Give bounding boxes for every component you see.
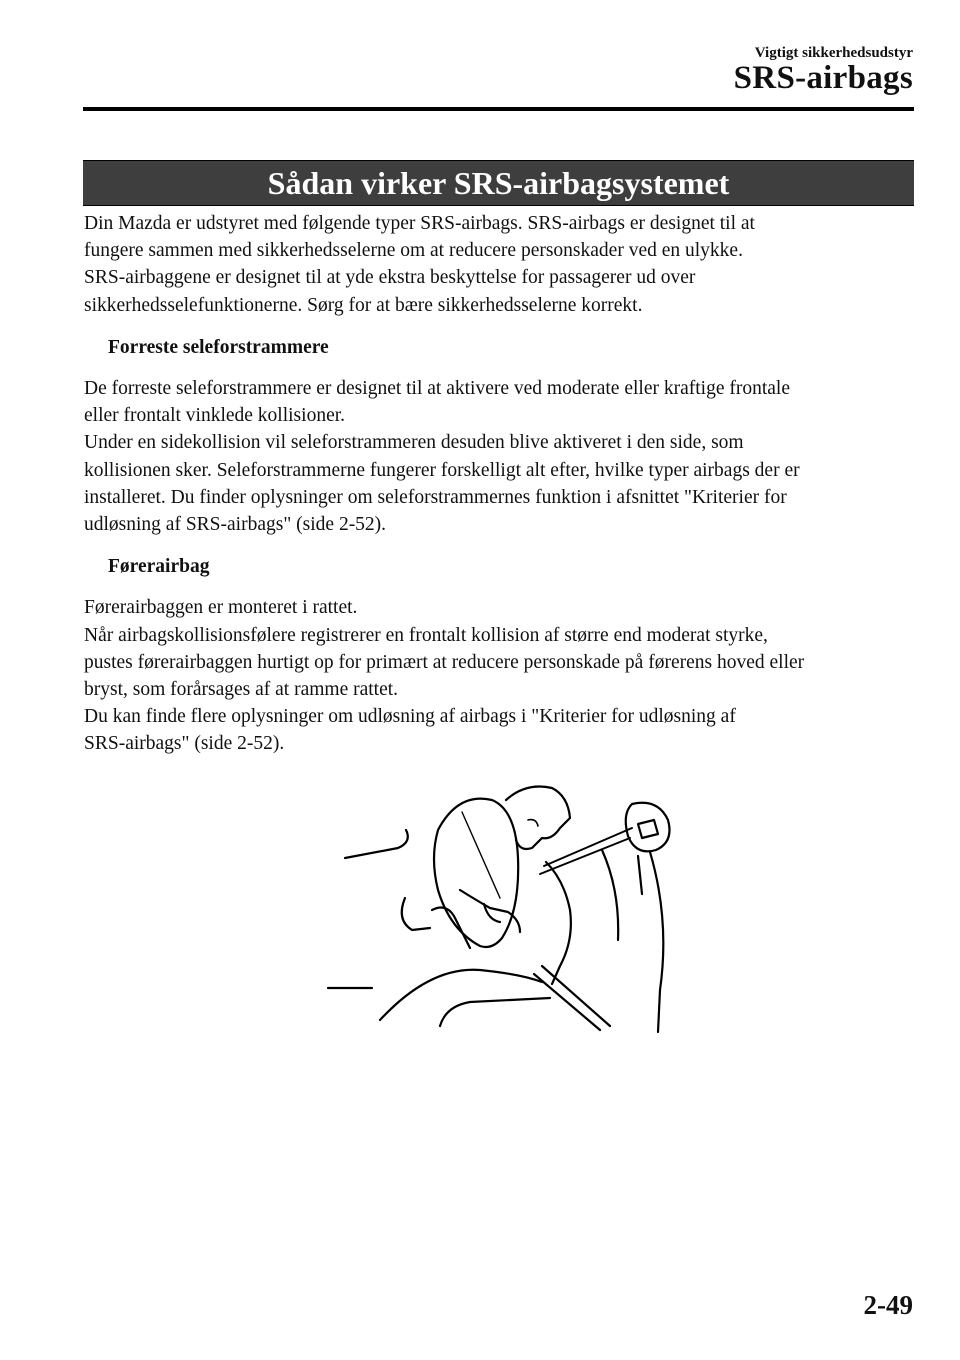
pretensioner-line: eller frontalt vinklede kollisioner. [84,405,346,427]
intro-line: Din Mazda er udstyret med følgende typer SRS-airbags. SRS-airbags er designet til at [84,213,755,234]
driver-back [602,850,618,940]
body-text [84,210,914,758]
page-title: SRS-airbags [733,60,913,96]
seatbelt-lower [540,838,630,874]
pretensioner-line: De forreste seleforstrammere er designet til at aktivere ved moderate eller kraftige frontale [84,378,790,400]
driver-airbag-illustration [320,770,700,1040]
section-title: Sådan virker SRS-airbagsystemet [267,164,730,201]
subheading-seatbelt-pretensioners: Forreste seleforstrammere [108,336,329,358]
header-rule [83,107,914,111]
intro-line: sikkerhedsselefunktionerne. Sørg for at bære sikkerhedsselerne korrekt. [84,294,643,316]
pretensioner-line: kollisionen sker. Seleforstrammerne fungerer forskelligt alt efter, hvilke typer airbags der er [84,459,800,481]
dashboard-lower [402,898,430,930]
driver-thigh [380,970,542,1020]
intro-line: fungere sammen med sikkerhedsselerne om at reducere personskader ved en ulykke. [84,240,743,262]
driver-airbag-line: bryst, som forårsages af at ramme rattet. [84,679,399,701]
chapter-label: Vigtigt sikkerhedsudstyr [754,45,913,61]
airbag-fold-line [462,812,500,898]
driver-airbag-line: Førerairbaggen er monteret i rattet. [84,597,358,619]
driver-arm [460,890,520,932]
driver-airbag-paragraph [84,594,914,757]
driver-airbag-line: Du kan finde flere oplysninger om udløsning af airbags i "Kriterier for udløsning af [84,706,736,728]
intro-line: SRS-airbaggene er designet til at yde ekstra beskyttelse for passagerer ud over [84,267,696,289]
seat-headrest [626,803,670,852]
airbag-icon [434,799,518,947]
section-banner [83,160,914,206]
page-number: 2-49 [863,1290,913,1320]
driver-head [506,787,570,850]
seatbelt-icon [544,828,632,866]
dashboard-outline [345,830,408,858]
intro-paragraph [84,210,914,319]
pretensioner-line: installeret. Du finder oplysninger om seleforstrammernes funktion i afsnittet "Kriterier for [84,486,787,508]
driver-airbag-line: Når airbagskollisionsfølere registrerer en frontalt kollision af større end moderat styrke, [84,624,768,646]
seatbelt-lap [542,966,610,1026]
seatback [650,852,663,1032]
belt-anchor [638,820,658,838]
driver-airbag-line: pustes førerairbaggen hurtigt op for primært at reducere personskade på førerens hoved eller [84,651,805,673]
seatback-inner [638,856,642,894]
seat-cushion [440,998,550,1026]
driver-airbag-line: SRS-airbags" (side 2-52). [84,733,285,755]
subheading-driver-airbag: Førerairbag [108,556,210,578]
seatbelt-lap-inner [534,974,600,1030]
steering-column [432,908,470,948]
pretensioner-paragraph [84,375,914,538]
driver-face [528,820,538,826]
pretensioner-line: udløsning af SRS-airbags" (side 2-52). [84,514,387,536]
driver-torso [546,862,571,984]
pretensioner-line: Under en sidekollision vil seleforstrammeren desuden blive aktiveret i den side, som [84,432,744,454]
